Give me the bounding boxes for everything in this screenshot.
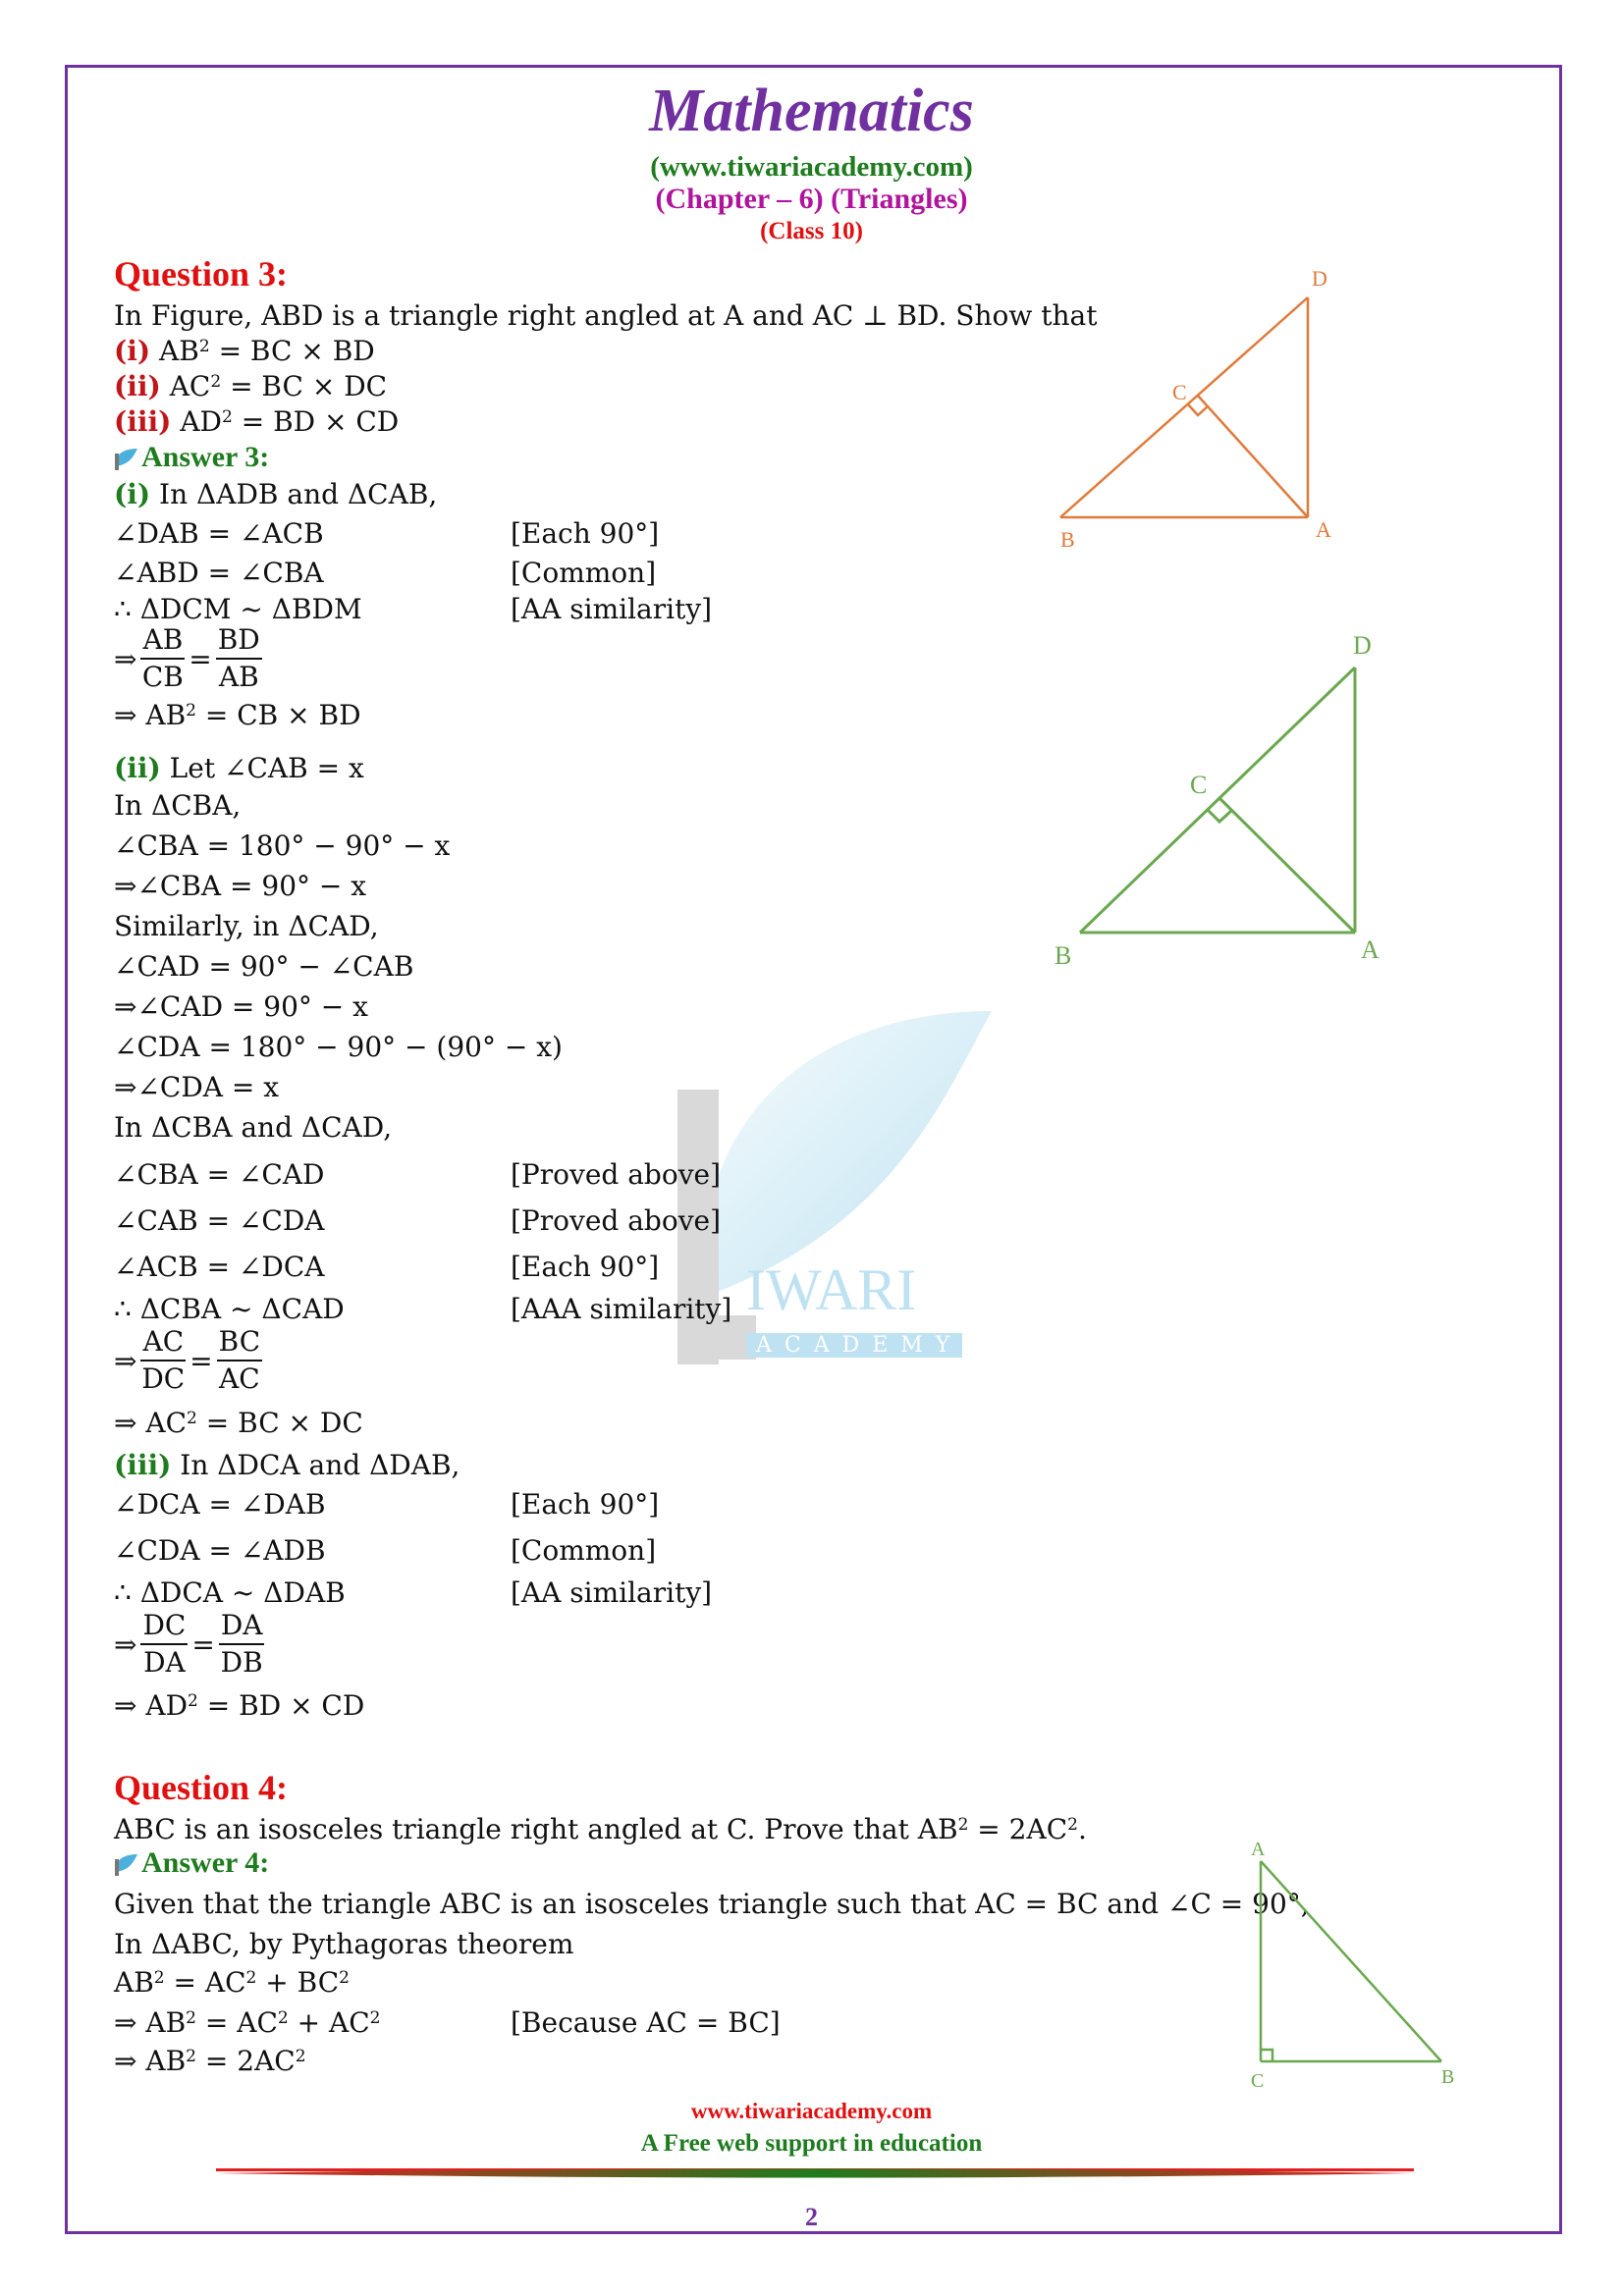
triangle-figure-2 [1041,628,1394,972]
result-equation: ⇒ $AD^2$ = BD × CD [114,1689,365,1722]
watermark-brand: IWARI [746,1257,917,1322]
page-title: Mathematics [649,78,974,144]
statement: ∠ABD = ∠CBA [114,557,324,589]
class-label: (Class 10) [760,218,863,244]
equation: $AB^2 = AC^2 + BC^2$ [114,1966,350,1999]
proof-line: ⇒∠CBA = 90° − x [114,870,367,902]
proof-line: ∠CAD = 90° − ∠CAB [114,950,414,983]
q3-part-ii: (ii) $AC^2$ = BC × DC [114,370,388,402]
statement: ∴ ΔDCA ~ ΔDAB [114,1576,346,1609]
reason: [Proved above] [511,1204,722,1237]
answer-3-heading: Answer 3: [112,441,269,474]
svg-text:D: D [1353,631,1372,660]
tiwari-logo-icon [112,1852,139,1878]
proof-line: ⇒∠CAD = 90° − x [114,990,368,1023]
q3-part-i: (i) $AB^2$ = BC × BD [114,335,375,367]
statement: ∴ ΔDCM ~ ΔBDM [114,593,362,625]
reason: [AA similarity] [511,1576,713,1609]
reason: [Each 90°] [511,1488,660,1521]
svg-text:C: C [1172,380,1187,404]
svg-text:A: A [1361,935,1380,964]
reason: [AAA similarity] [511,1293,732,1325]
svg-text:C: C [1251,2070,1265,2091]
q3-answer-part-i-intro: (i) In ΔADB and ΔCAB, [114,478,438,510]
part-label: (i) [114,335,151,367]
tiwari-logo-icon [112,447,139,472]
reason: [Common] [511,1534,657,1567]
svg-text:B: B [1060,527,1075,552]
statement: ∠CAB = ∠CDA [114,1204,325,1237]
proof-line: ∠CBA = 180° − 90° − x [114,829,451,862]
statement: ∠DCA = ∠DAB [114,1488,326,1521]
ratio-equation: ⇒ $\frac{AC}{DC}$ = $\frac{BC}{AC}$ [114,1325,261,1395]
proof-line: ∠CDA = 180° − 90° − (90° − x) [114,1031,563,1063]
question-3-heading: Question 3: [114,254,289,294]
svg-text:B: B [1055,941,1072,970]
reason: [Each 90°] [511,1251,660,1283]
footer-divider [216,2166,1414,2180]
reason: [Common] [511,557,657,589]
result-equation: ⇒ $AB^2$ = CB × BD [114,699,361,731]
svg-text:D: D [1312,266,1327,291]
proof-line: In ΔCBA, [114,789,242,822]
watermark-subbrand: A C A D E M Y [746,1333,962,1358]
answer-4-line: In ΔABC, by Pythagoras theorem [114,1928,574,1960]
triangle-figure-3 [1239,1836,1475,2091]
answer-4-line: Given that the triangle ABC is an isosceles triangle such that AC = BC and ∠C = 90°, [114,1888,1310,1920]
svg-text:A: A [1316,517,1331,542]
question-3-statement: In Figure, ABD is a triangle right angled at A and AC ⊥ BD. Show that [114,299,1098,332]
result-equation: ⇒ $AC^2$ = BC × DC [114,1407,363,1439]
ratio-equation: ⇒ $\frac{DC}{DA}$ = $\frac{DA}{DB}$ [114,1609,263,1679]
reason: [Proved above] [511,1158,722,1191]
part-label: (iii) [114,405,172,438]
question-4-heading: Question 4: [114,1768,289,1807]
svg-text:C: C [1190,771,1208,799]
ratio-equation: ⇒ $\frac{AB}{CB}$ = $\frac{BD}{AB}$ [114,623,260,693]
q3-answer-part-ii-intro: (ii) Let ∠CAB = x [114,752,364,784]
equation: ⇒ $AB^2 = AC^2 + AC^2$ [114,2006,381,2039]
footer-website: www.tiwariacademy.com [690,2099,933,2123]
proof-line: ⇒∠CDA = x [114,1071,280,1103]
header-website: (www.tiwariacademy.com) [650,151,973,183]
statement: ∠CBA = ∠CAD [114,1158,325,1191]
statement: ∠CDA = ∠ADB [114,1534,326,1567]
footer-tagline: A Free web support in education [640,2130,983,2157]
reason: [Each 90°] [511,517,660,550]
reason: [AA similarity] [511,593,713,625]
proof-line: In ΔCBA and ΔCAD, [114,1111,393,1144]
proof-line: Similarly, in ΔCAD, [114,910,379,942]
svg-text:A: A [1251,1839,1266,1860]
question-4-statement: ABC is an isosceles triangle right angled at C. Prove that $AB^2 = 2AC^2$. [114,1813,1087,1845]
equation: ⇒ $AB^2 = 2AC^2$ [114,2045,306,2077]
statement: ∠DAB = ∠ACB [114,517,324,550]
statement: ∴ ΔCBA ~ ΔCAD [114,1293,345,1325]
reason: [Because AC = BC] [511,2006,781,2039]
q3-part-iii: (iii) $AD^2$ = BD × CD [114,405,400,438]
page-number: 2 [805,2203,818,2231]
svg-text:B: B [1441,2066,1455,2088]
answer-4-heading: Answer 4: [112,1846,269,1880]
chapter-title: (Chapter – 6) (Triangles) [655,183,968,215]
statement: ∠ACB = ∠DCA [114,1251,325,1283]
part-label: (ii) [114,370,161,402]
q3-answer-part-iii-intro: (iii) In ΔDCA and ΔDAB, [114,1449,460,1481]
triangle-figure-1 [1041,260,1355,555]
